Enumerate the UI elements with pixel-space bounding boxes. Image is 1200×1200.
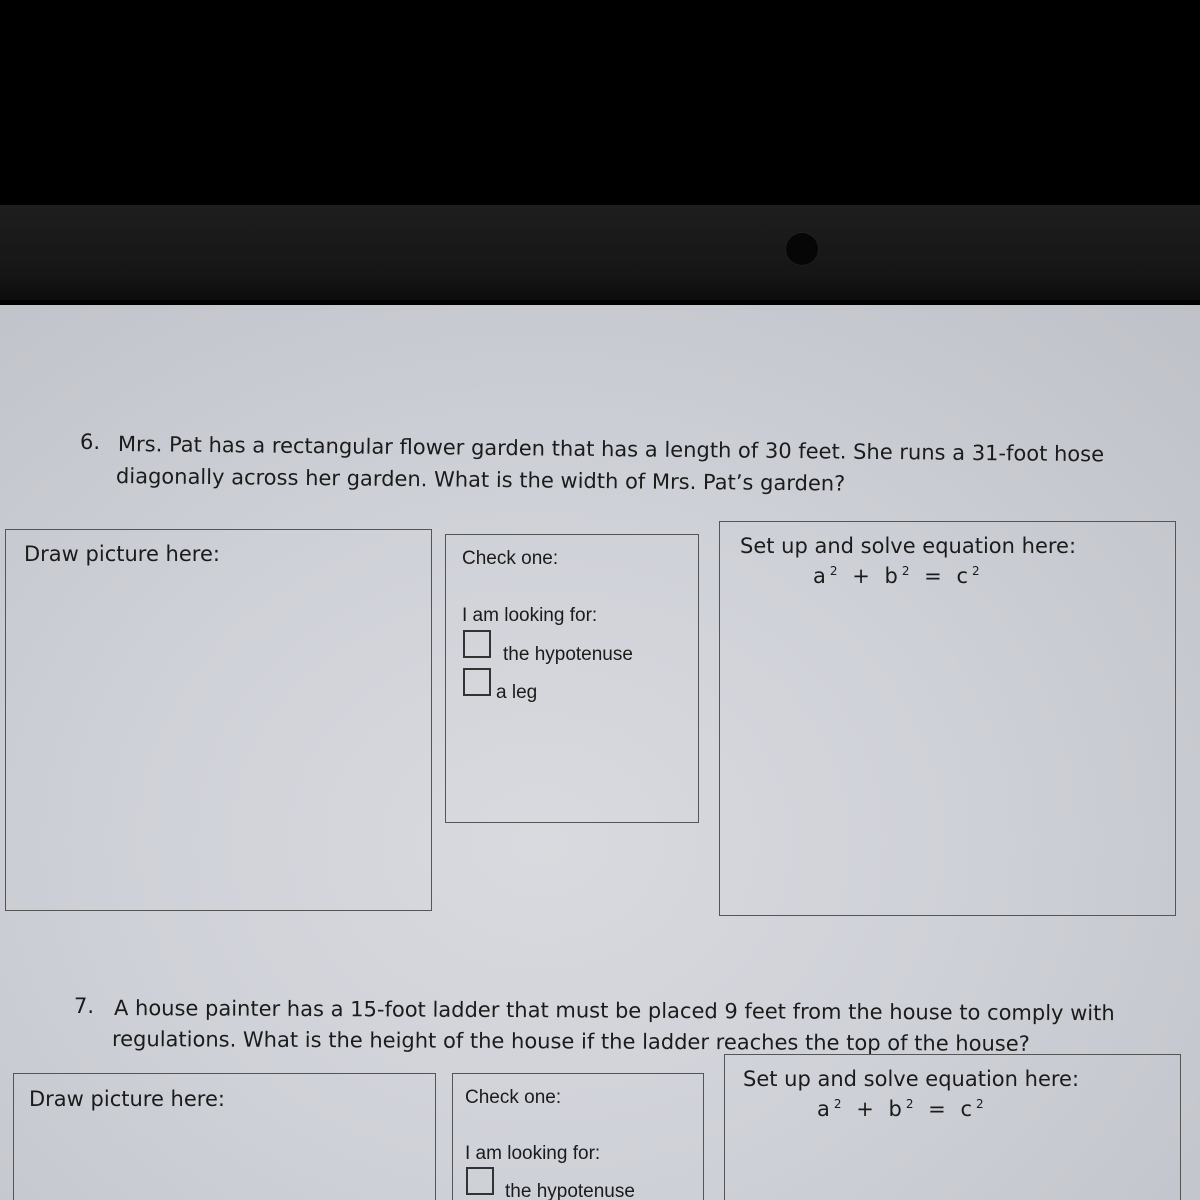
question-number: 7.	[74, 994, 95, 1018]
hypotenuse-option-label: the hypotenuse	[505, 1181, 635, 1200]
hypotenuse-checkbox[interactable]	[466, 1167, 494, 1195]
looking-for-label: I am looking for:	[465, 1143, 601, 1164]
laptop-bezel	[0, 205, 1200, 300]
question-text-line1: Mrs. Pat has a rectangular flower garden that has a length of 30 feet. She runs a 31-foot hose	[117, 432, 1105, 467]
draw-picture-label: Draw picture here:	[24, 542, 220, 566]
check-one-box	[452, 1073, 704, 1200]
worksheet-screen	[0, 305, 1200, 1200]
check-one-label: Check one:	[465, 1087, 562, 1108]
solve-equation-label: Set up and solve equation here:	[740, 534, 1077, 558]
pythagorean-equation: $a^2 + b^2 = c^2$	[817, 1097, 988, 1121]
check-one-label: Check one:	[462, 548, 559, 569]
leg-checkbox[interactable]	[463, 668, 491, 696]
question-text-line2: diagonally across her garden. What is the width of Mrs. Pat’s garden?	[115, 464, 846, 496]
draw-picture-box[interactable]	[13, 1073, 436, 1200]
hypotenuse-checkbox[interactable]	[463, 630, 491, 658]
solve-equation-box[interactable]	[724, 1054, 1181, 1200]
leg-option-label: a leg	[496, 682, 538, 703]
check-one-box	[445, 534, 699, 823]
hypotenuse-option-label: the hypotenuse	[503, 644, 633, 665]
question-text-line2: regulations. What is the height of the house if the ladder reaches the top of the house?	[111, 1027, 1030, 1056]
question-number: 6.	[80, 430, 101, 454]
pythagorean-equation: $a^2 + b^2 = c^2$	[813, 564, 984, 588]
question-text-line1: A house painter has a 15-foot ladder that must be placed 9 feet from the house to comply with	[113, 996, 1115, 1026]
draw-picture-box[interactable]	[5, 529, 432, 911]
solve-equation-box[interactable]	[719, 521, 1176, 916]
looking-for-label: I am looking for:	[462, 605, 598, 626]
webcam-icon	[786, 233, 818, 265]
solve-equation-label: Set up and solve equation here:	[743, 1067, 1080, 1091]
draw-picture-label: Draw picture here:	[29, 1087, 225, 1111]
